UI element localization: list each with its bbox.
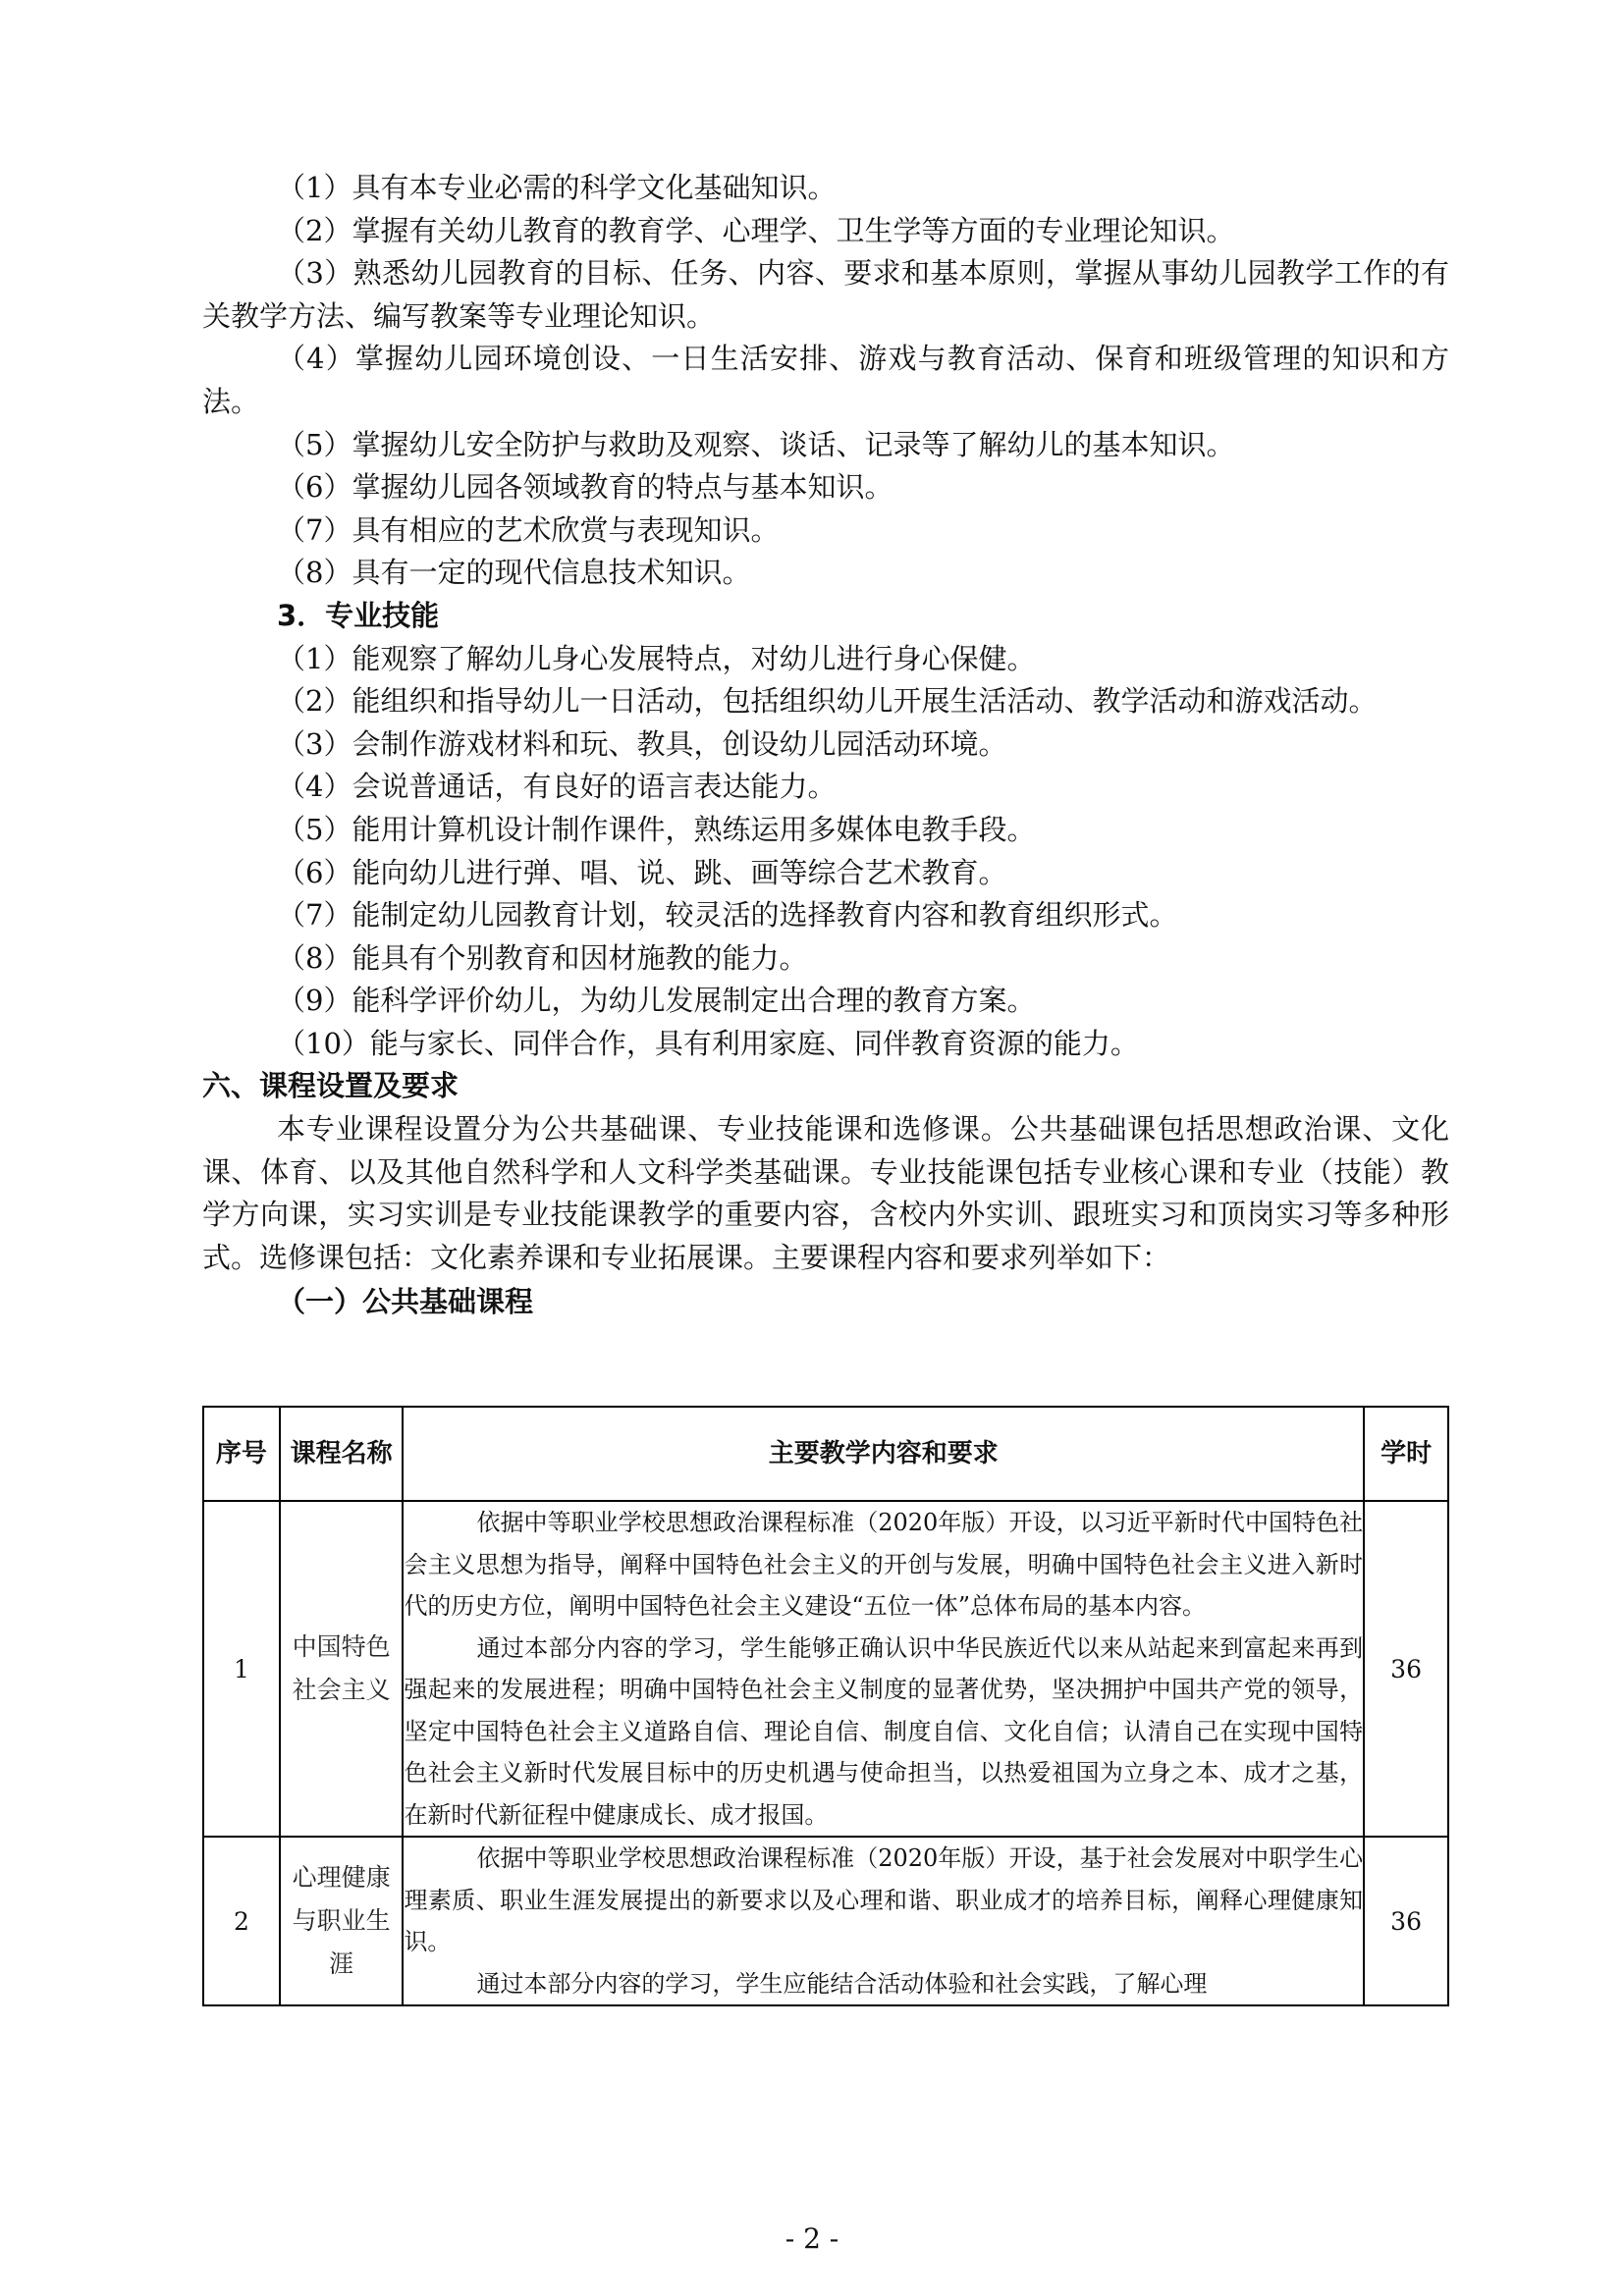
- header-name: 课程名称: [280, 1407, 404, 1501]
- section-paragraph: 本专业课程设置分为公共基础课、专业技能课和选修课。公共基础课包括思想政治课、文化课、体育、以及其他自然科学和人文科学类基础课。专业技能课包括专业核心课和专业（技能）教学方向课，实习实训是专业技能课教学的重要内容，含校内外实训、跟班实习和顶岗实习等多种形式。选修课包括：文化素养课和专业拓展课。主要课程内容和要求列举如下：: [202, 1112, 1449, 1274]
- section-heading: 六、课程设置及要求: [202, 1069, 460, 1103]
- knowledge-item-2: （2）掌握有关幼儿教育的教育学、心理学、卫生学等方面的专业理论知识。: [277, 213, 1235, 247]
- row-no: 2: [203, 1837, 280, 2005]
- header-no: 序号: [203, 1407, 280, 1501]
- course-table: [202, 1406, 1449, 2006]
- skills-item-8: （8）能具有个别教育和因材施教的能力。: [277, 940, 808, 975]
- table-row: [203, 1837, 1448, 2005]
- row-content: [403, 1501, 1364, 1837]
- header-content: 主要教学内容和要求: [403, 1407, 1364, 1501]
- row-content-paragraph: 通过本部分内容的学习，学生应能结合活动体验和社会实践，了解心理: [476, 1969, 1208, 1998]
- body-text: [202, 167, 1449, 1324]
- knowledge-item-7: （7）具有相应的艺术欣赏与表现知识。: [277, 512, 780, 547]
- knowledge-item-4: （4）掌握幼儿园环境创设、一日生活安排、游戏与教育活动、保育和班级管理的知识和方法。: [202, 342, 1449, 418]
- page-number: - 2 -: [785, 2222, 839, 2255]
- skills-item-5: （5）能用计算机设计制作课件，熟练运用多媒体电教手段。: [277, 812, 1036, 846]
- row-hours: 36: [1364, 1501, 1448, 1837]
- skills-item-4: （4）会说普通话，有良好的语言表达能力。: [277, 770, 837, 804]
- row-content-paragraph: 依据中等职业学校思想政治课程标准（2020年版）开设，基于社会发展对中职学生心理素质、职业生涯发展提出的新要求以及心理和谐、职业成才的培养目标，阐释心理健康知识。: [404, 1844, 1364, 1955]
- skills-item-3: （3）会制作游戏材料和玩、教具，创设幼儿园活动环境。: [277, 726, 1007, 761]
- row-no: 1: [203, 1501, 280, 1837]
- table-header-row: [203, 1407, 1448, 1501]
- skills-item-2: （2）能组织和指导幼儿一日活动，包括组织幼儿开展生活活动、教学活动和游戏活动。: [277, 684, 1378, 719]
- skills-item-9: （9）能科学评价幼儿，为幼儿发展制定出合理的教育方案。: [277, 984, 1036, 1018]
- row-content: [403, 1837, 1364, 2005]
- table-row: [203, 1501, 1448, 1837]
- knowledge-item-8: （8）具有一定的现代信息技术知识。: [277, 556, 751, 590]
- skills-item-1: （1）能观察了解幼儿身心发展特点，对幼儿进行身心保健。: [277, 641, 1036, 675]
- row-hours: 36: [1364, 1837, 1448, 2005]
- knowledge-item-1: （1）具有本专业必需的科学文化基础知识。: [277, 171, 837, 204]
- knowledge-item-5: （5）掌握幼儿安全防护与救助及观察、谈话、记录等了解幼儿的基本知识。: [277, 427, 1235, 461]
- skills-item-10: （10）能与家长、同伴合作，具有利用家庭、同伴教育资源的能力。: [277, 1026, 1139, 1060]
- row-course-name: 中国特色社会主义: [280, 1501, 404, 1837]
- table-title: （一）公共基础课程: [277, 1285, 534, 1319]
- skills-heading: 3．专业技能: [277, 598, 440, 632]
- row-content-paragraph: 通过本部分内容的学习，学生能够正确认识中华民族近代以来从站起来到富起来再到强起来的发展进程；明确中国特色社会主义制度的显著优势，坚决拥护中国共产党的领导，坚定中国特色社会主义道路自信、理论自信、制度自信、文化自信；认清自己在实现中国特色社会主义新时代发展目标中的历史机遇与使命担当，以热爱祖国为立身之本、成才之基，在新时代新征程中健康成长、成才报国。: [404, 1633, 1364, 1829]
- row-content-paragraph: 依据中等职业学校思想政治课程标准（2020年版）开设，以习近平新时代中国特色社会主义思想为指导，阐释中国特色社会主义的开创与发展，明确中国特色社会主义进入新时代的历史方位，阐明中国特色社会主义建设“五位一体”总体布局的基本内容。: [404, 1509, 1364, 1620]
- skills-item-6: （6）能向幼儿进行弹、唱、说、跳、画等综合艺术教育。: [277, 855, 1007, 889]
- knowledge-item-3: （3）熟悉幼儿园教育的目标、任务、内容、要求和基本原则，掌握从事幼儿园教学工作的有关教学方法、编写教案等专业理论知识。: [202, 256, 1449, 333]
- knowledge-item-6: （6）掌握幼儿园各领域教育的特点与基本知识。: [277, 470, 893, 505]
- row-course-name: 心理健康与职业生涯: [280, 1837, 404, 2005]
- skills-item-7: （7）能制定幼儿园教育计划，较灵活的选择教育内容和教育组织形式。: [277, 898, 1178, 933]
- header-hours: 学时: [1364, 1407, 1448, 1501]
